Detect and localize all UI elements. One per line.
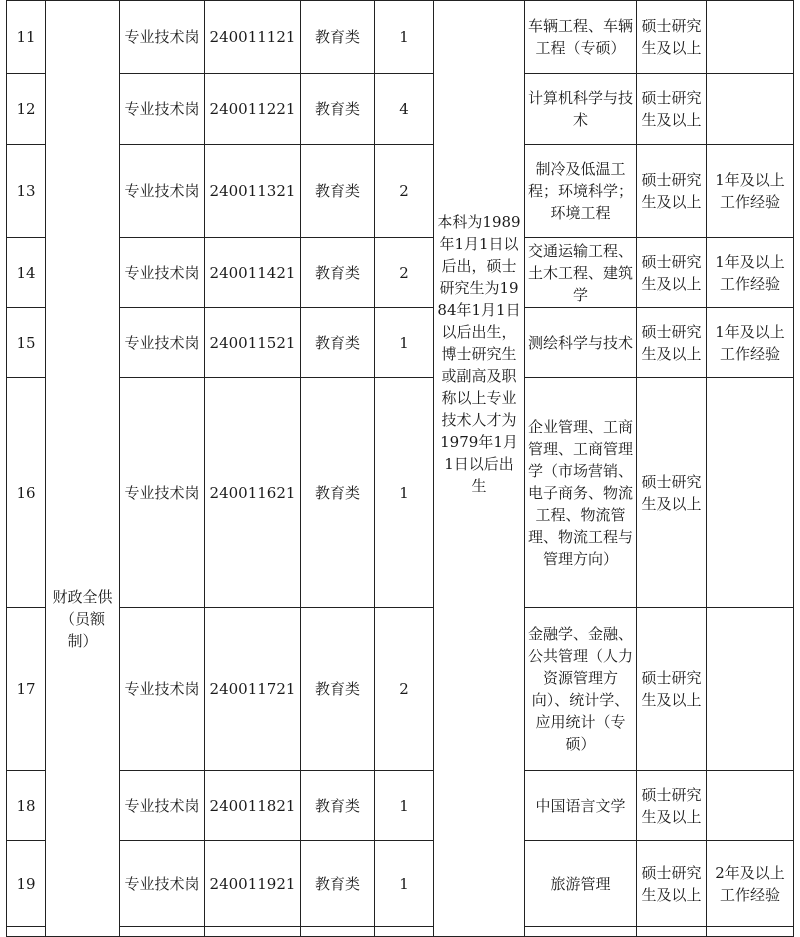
other-requirement	[707, 378, 794, 608]
education-requirement: 硕士研究生及以上	[637, 608, 707, 771]
other-requirement	[707, 608, 794, 771]
table-row	[7, 74, 794, 145]
other-requirement	[707, 771, 794, 841]
post-category: 教育类	[301, 308, 375, 378]
post-category: 教育类	[301, 238, 375, 308]
table-row	[7, 608, 794, 771]
major-requirement: 交通运输工程、土木工程、建筑学	[525, 238, 637, 308]
table-row-partial	[7, 927, 794, 937]
hire-count: 1	[375, 308, 434, 378]
education-requirement: 硕士研究生及以上	[637, 145, 707, 238]
hire-count: 2	[375, 145, 434, 238]
post-code: 240011321	[205, 145, 301, 238]
table-row	[7, 378, 794, 608]
post-type: 专业技术岗	[120, 308, 205, 378]
hire-count: 1	[375, 841, 434, 927]
row-number: 18	[7, 771, 46, 841]
recruitment-table	[6, 0, 794, 937]
education-requirement: 硕士研究生及以上	[637, 378, 707, 608]
post-code: 240011921	[205, 841, 301, 927]
post-type: 专业技术岗	[120, 608, 205, 771]
major-requirement: 金融学、金融、公共管理（人力资源管理方向）、统计学、应用统计（专硕）	[525, 608, 637, 771]
post-code: 240011121	[205, 1, 301, 74]
post-category: 教育类	[301, 74, 375, 145]
education-requirement: 硕士研究生及以上	[637, 74, 707, 145]
row-number: 14	[7, 238, 46, 308]
post-type: 专业技术岗	[120, 74, 205, 145]
post-code: 240011821	[205, 771, 301, 841]
table-row	[7, 841, 794, 927]
post-type: 专业技术岗	[120, 1, 205, 74]
post-type: 专业技术岗	[120, 378, 205, 608]
major-requirement: 计算机科学与技术	[525, 74, 637, 145]
education-requirement: 硕士研究生及以上	[637, 308, 707, 378]
row-number: 15	[7, 308, 46, 378]
post-category: 教育类	[301, 841, 375, 927]
major-requirement: 企业管理、工商管理、工商管理学（市场营销、电子商务、物流工程、物流管理、物流工程与管理方向）	[525, 378, 637, 608]
table-row	[7, 1, 794, 74]
post-code: 240011221	[205, 74, 301, 145]
other-requirement	[707, 74, 794, 145]
post-code: 240011721	[205, 608, 301, 771]
age-requirement: 本科为1989年1月1日以后出，硕士研究生为1984年1月1日以后出生，博士研究生或副高及职称以上专业技术人才为1979年1月1日以后出生	[434, 1, 525, 937]
post-type: 专业技术岗	[120, 238, 205, 308]
hire-count: 4	[375, 74, 434, 145]
education-requirement: 硕士研究生及以上	[637, 771, 707, 841]
post-category: 教育类	[301, 771, 375, 841]
post-type: 专业技术岗	[120, 771, 205, 841]
table-row	[7, 308, 794, 378]
education-requirement: 硕士研究生及以上	[637, 1, 707, 74]
row-number: 12	[7, 74, 46, 145]
major-requirement: 中国语言文学	[525, 771, 637, 841]
post-type: 专业技术岗	[120, 145, 205, 238]
hire-count: 1	[375, 378, 434, 608]
hire-count: 2	[375, 608, 434, 771]
hire-count: 1	[375, 1, 434, 74]
row-number: 16	[7, 378, 46, 608]
post-category: 教育类	[301, 1, 375, 74]
post-code: 240011621	[205, 378, 301, 608]
major-requirement: 车辆工程、车辆工程（专硕）	[525, 1, 637, 74]
row-number: 19	[7, 841, 46, 927]
major-requirement: 制冷及低温工程；环境科学；环境工程	[525, 145, 637, 238]
table-row	[7, 238, 794, 308]
post-category: 教育类	[301, 145, 375, 238]
education-requirement: 硕士研究生及以上	[637, 841, 707, 927]
table-row	[7, 145, 794, 238]
funding-type: 财政全供（员额制）	[46, 1, 120, 937]
other-requirement: 2年及以上工作经验	[707, 841, 794, 927]
post-type: 专业技术岗	[120, 841, 205, 927]
other-requirement: 1年及以上工作经验	[707, 145, 794, 238]
row-number: 17	[7, 608, 46, 771]
other-requirement	[707, 1, 794, 74]
row-number: 13	[7, 145, 46, 238]
other-requirement: 1年及以上工作经验	[707, 308, 794, 378]
row-number: 11	[7, 1, 46, 74]
education-requirement: 硕士研究生及以上	[637, 238, 707, 308]
post-category: 教育类	[301, 378, 375, 608]
table-row	[7, 771, 794, 841]
post-code: 240011521	[205, 308, 301, 378]
post-code: 240011421	[205, 238, 301, 308]
major-requirement: 测绘科学与技术	[525, 308, 637, 378]
hire-count: 1	[375, 771, 434, 841]
post-category: 教育类	[301, 608, 375, 771]
major-requirement: 旅游管理	[525, 841, 637, 927]
hire-count: 2	[375, 238, 434, 308]
other-requirement: 1年及以上工作经验	[707, 238, 794, 308]
